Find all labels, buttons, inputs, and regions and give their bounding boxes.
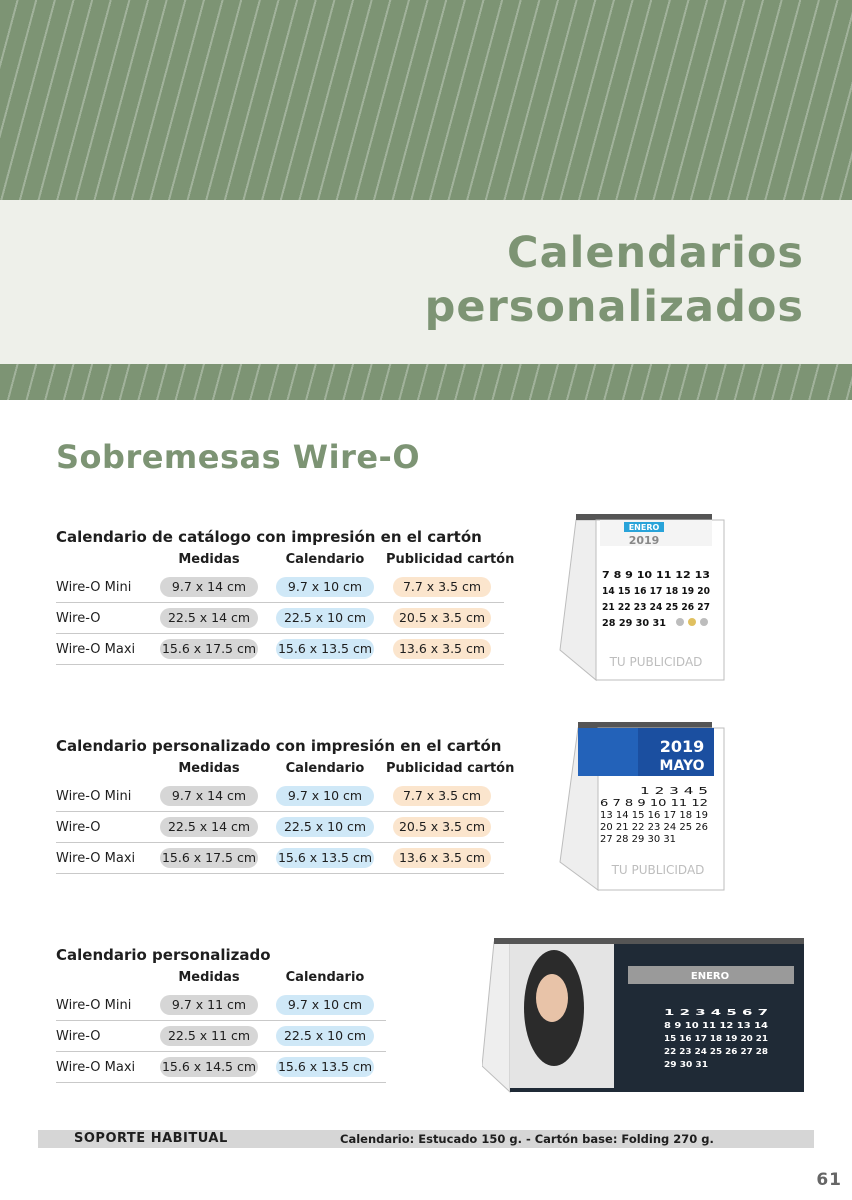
- calendario-pill: 15.6 x 13.5 cm: [276, 639, 374, 659]
- cal3-week: 22 23 24 25 26 27 28: [664, 1047, 769, 1056]
- row-label: Wire-O Maxi: [56, 1060, 136, 1075]
- cal2-ad-text: TU PUBLICIDAD: [611, 863, 705, 877]
- row-label: Wire-O: [56, 820, 101, 835]
- medidas-pill: 22.5 x 11 cm: [160, 1026, 258, 1046]
- wire-binding: [494, 938, 804, 944]
- cal2-week: 1 2 3 4 5: [640, 786, 708, 797]
- personalized-calendar-image: [556, 718, 728, 898]
- calendario-pill: 9.7 x 10 cm: [276, 577, 374, 597]
- cal1-week: 14 15 16 17 18 19 20: [602, 586, 711, 597]
- cal2-month: MAYO: [659, 758, 705, 774]
- col-head-medidas: Medidas: [178, 552, 240, 567]
- page-title-line2: personalizados: [424, 282, 804, 332]
- material-footer-bar: [38, 1130, 814, 1148]
- table-personalizado-carton: [56, 737, 515, 877]
- calendario-pill: 15.6 x 13.5 cm: [276, 848, 374, 868]
- publicidad-pill: 13.6 x 3.5 cm: [393, 848, 491, 868]
- medidas-pill: 15.6 x 17.5 cm: [160, 639, 258, 659]
- cal1-year: 2019: [628, 534, 660, 547]
- row-label: Wire-O Maxi: [56, 642, 136, 657]
- header-stripes-bottom: [0, 364, 852, 400]
- col-head-medidas: Medidas: [178, 761, 240, 776]
- page-title-line1: Calendarios: [507, 228, 804, 278]
- cal3-week: 1 2 3 4 5 6 7: [664, 1008, 768, 1017]
- section-heading: Sobremesas Wire-O: [56, 438, 421, 476]
- table-row: [56, 1052, 386, 1083]
- col-head-calendario: Calendario: [285, 761, 365, 776]
- wire-binding: [578, 722, 712, 728]
- col-head-calendario: Calendario: [285, 970, 365, 985]
- footer-detail: Calendario: Estucado 150 g. - Cartón base: Folding 270 g.: [340, 1132, 714, 1146]
- calendario-pill: 15.6 x 13.5 cm: [276, 1057, 374, 1077]
- medidas-pill: 22.5 x 14 cm: [160, 817, 258, 837]
- table-title: Calendario personalizado con impresión en el cartón: [56, 737, 502, 755]
- cal3-month: ENERO: [690, 971, 730, 982]
- header-stripes-top: [0, 0, 852, 200]
- catalog-calendar-image: [556, 510, 728, 690]
- col-head-calendario: Calendario: [285, 552, 365, 567]
- publicidad-pill: 7.7 x 3.5 cm: [393, 786, 491, 806]
- table-catalogo: [56, 528, 515, 668]
- row-label: Wire-O: [56, 611, 101, 626]
- table-row: [56, 781, 504, 812]
- calendario-pill: 9.7 x 10 cm: [276, 786, 374, 806]
- table-row: [56, 572, 504, 603]
- cal1-week: 28 29 30 31: [602, 618, 667, 629]
- page-number: 61: [816, 1170, 842, 1190]
- cal3-week: 8 9 10 11 12 13 14: [664, 1021, 769, 1030]
- table-row: [56, 843, 504, 874]
- publicidad-pill: 13.6 x 3.5 cm: [393, 639, 491, 659]
- table-row: [56, 990, 386, 1021]
- cal3-week: 15 16 17 18 19 20 21: [664, 1034, 769, 1043]
- row-label: Wire-O Mini: [56, 789, 132, 804]
- footer-label: SOPORTE HABITUAL: [74, 1131, 228, 1146]
- wire-binding: [576, 514, 712, 520]
- publicidad-pill: 7.7 x 3.5 cm: [393, 577, 491, 597]
- medidas-pill: 15.6 x 17.5 cm: [160, 848, 258, 868]
- cal2-week: 20 21 22 23 24 25 26: [600, 822, 708, 833]
- publicidad-pill: 20.5 x 3.5 cm: [393, 817, 491, 837]
- table-row: [56, 812, 504, 843]
- row-label: Wire-O: [56, 1029, 101, 1044]
- medidas-pill: 9.7 x 14 cm: [160, 577, 258, 597]
- cal1-ad-text: TU PUBLICIDAD: [609, 655, 703, 669]
- table-title: Calendario personalizado: [56, 946, 271, 964]
- cal2-year: 2019: [659, 737, 705, 756]
- cal2-week: 6 7 8 9 10 11 12: [600, 798, 708, 809]
- calendario-pill: 9.7 x 10 cm: [276, 995, 374, 1015]
- table-row: [56, 634, 504, 665]
- medidas-pill: 9.7 x 11 cm: [160, 995, 258, 1015]
- desktop-calendar-image: [482, 938, 808, 1098]
- medidas-pill: 15.6 x 14.5 cm: [160, 1057, 258, 1077]
- cal2-week: 13 14 15 16 17 18 19: [600, 810, 708, 821]
- col-head-publicidad: Publicidad cartón: [386, 761, 515, 776]
- row-label: Wire-O Maxi: [56, 851, 136, 866]
- row-label: Wire-O Mini: [56, 998, 132, 1013]
- table-row: [56, 1021, 386, 1052]
- publicidad-pill: 20.5 x 3.5 cm: [393, 608, 491, 628]
- table-row: [56, 603, 504, 634]
- cal3-week: 29 30 31: [664, 1060, 709, 1069]
- cal1-week: 7 8 9 10 11 12 13: [602, 570, 711, 581]
- table-title: Calendario de catálogo con impresión en el cartón: [56, 528, 482, 546]
- calendario-pill: 22.5 x 10 cm: [276, 608, 374, 628]
- cal2-week: 27 28 29 30 31: [600, 834, 676, 845]
- medidas-pill: 9.7 x 14 cm: [160, 786, 258, 806]
- calendario-pill: 22.5 x 10 cm: [276, 1026, 374, 1046]
- calendario-pill: 22.5 x 10 cm: [276, 817, 374, 837]
- cal1-month: ENERO: [628, 523, 660, 532]
- cal1-week: 21 22 23 24 25 26 27: [602, 602, 711, 613]
- row-label: Wire-O Mini: [56, 580, 132, 595]
- col-head-publicidad: Publicidad cartón: [386, 552, 515, 567]
- table-personalizado: [56, 946, 386, 1086]
- medidas-pill: 22.5 x 14 cm: [160, 608, 258, 628]
- col-head-medidas: Medidas: [178, 970, 240, 985]
